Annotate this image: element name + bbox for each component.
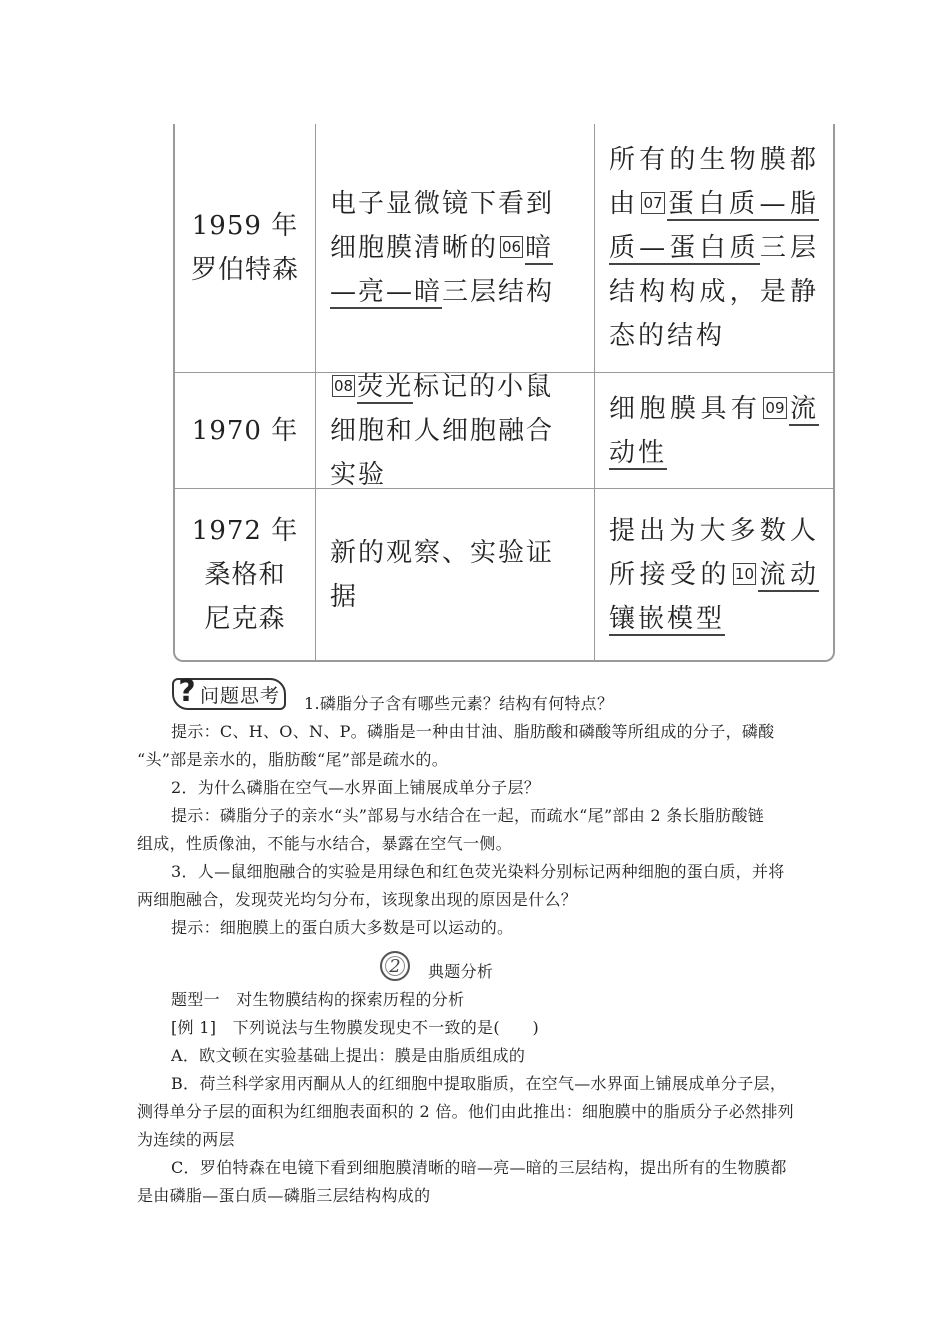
evidence-text: 三层结构: [442, 277, 555, 307]
table-row-3-year-cell: [175, 489, 315, 660]
question-3-line-1: 3．人—鼠细胞融合的实验是用绿色和红色荧光染料分别标记两种细胞的蛋白质，并将: [171, 862, 785, 881]
table-row-1-conclusion-cell: [595, 124, 833, 372]
blank-number-badge: 08: [334, 376, 354, 395]
table-row-2-evidence-cell: [316, 373, 594, 488]
question-mark-icon: ?: [178, 673, 196, 709]
blank-number-badge: 06: [502, 238, 522, 256]
evidence-text: 标记的小鼠细胞和人细胞融合实验: [330, 371, 555, 490]
year-text: 1972 年: [191, 515, 299, 546]
conclusion-text: 所有的生物膜都由: [609, 145, 819, 219]
question-3-line-2: 两细胞融合，发现荧光均匀分布，该现象出现的原因是什么？: [137, 890, 578, 909]
answer-2-line-2: 组成，性质像油，不能与水结合，暴露在空气一侧。: [137, 834, 512, 853]
section-number-circle: 2: [380, 951, 410, 981]
option-b-line-2: 测得单分子层的面积为红细胞表面积的 2 倍。他们由此推出：细胞膜中的脂质分子必然排列: [137, 1102, 794, 1121]
conclusion-text: 三层结构构成，是静态的结构: [609, 233, 819, 351]
table-row-2-year-cell: [175, 373, 315, 488]
blank-number-badge: 10: [734, 564, 755, 583]
underlined-answer: 流动性: [609, 393, 819, 468]
table-row-1-year-cell: [175, 124, 315, 372]
blank-number-badge: 09: [765, 398, 785, 417]
answer-2-line-1: 提示：磷脂分子的亲水“头”部易与水结合在一起，而疏水“尾”部由 2 条长脂肪酸链: [171, 806, 765, 825]
option-c-line-2: 是由磷脂—蛋白质—磷脂三层结构构成的: [137, 1186, 431, 1205]
history-table: [173, 124, 835, 662]
section-heading: 典题分析: [428, 962, 494, 981]
table-row-1-evidence-cell: [316, 124, 594, 372]
underlined-answer: 蛋白质—脂质—蛋白质: [609, 189, 819, 263]
year-text: 1970 年: [191, 415, 299, 446]
answer-1-line-1: 提示：C、H、O、N、P。磷脂是一种由甘油、脂肪酸和磷酸等所组成的分子，磷酸: [171, 722, 775, 741]
underlined-answer: 荧光: [357, 371, 414, 402]
question-2: 2．为什么磷脂在空气—水界面上铺展成单分子层？: [171, 778, 541, 797]
scientist-text: 桑格和: [204, 559, 286, 590]
option-c-line-1: C．罗伯特森在电镜下看到细胞膜清晰的暗—亮—暗的三层结构，提出所有的生物膜都: [171, 1158, 787, 1177]
badge-label: 问题思考: [200, 684, 281, 707]
scientist-text: 尼克森: [204, 603, 286, 634]
blank-number-badge: 07: [643, 194, 663, 212]
option-b-line-1: B．荷兰科学家用丙酮从人的红细胞中提取脂质，在空气—水界面上铺展成单分子层，: [171, 1074, 787, 1093]
answer-3: 提示：细胞膜上的蛋白质大多数是可以运动的。: [171, 918, 514, 937]
evidence-text: 新的观察、实验证据: [330, 537, 555, 612]
table-row-3-evidence-cell: [316, 489, 594, 660]
option-a: A．欧文顿在实验基础上提出：膜是由脂质组成的: [171, 1046, 526, 1065]
example-question: [例 1] 下列说法与生物膜发现史不一致的是( ): [171, 1018, 540, 1037]
underlined-answer: 流动镶嵌模型: [609, 559, 819, 634]
year-text: 1959 年: [191, 211, 299, 241]
question-type-title: 题型一 对生物膜结构的探索历程的分析: [171, 990, 465, 1009]
conclusion-text: 提出为大多数人所接受的: [609, 515, 819, 590]
conclusion-text: 细胞膜具有: [609, 393, 762, 424]
question-think-badge: [172, 673, 286, 710]
scientist-text: 罗伯特森: [190, 255, 299, 285]
table-row-3-conclusion-cell: [595, 489, 833, 660]
underlined-answer: 暗—亮—暗: [330, 233, 554, 307]
table-row-2-conclusion-cell: [595, 373, 833, 488]
answer-1-line-2: “头”部是亲水的，脂肪酸“尾”部是疏水的。: [137, 750, 449, 769]
evidence-text: 电子显微镜下看到细胞膜清晰的: [330, 189, 555, 263]
option-b-line-3: 为连续的两层: [137, 1130, 235, 1149]
question-1: 1.磷脂分子含有哪些元素？结构有何特点？: [304, 694, 614, 713]
